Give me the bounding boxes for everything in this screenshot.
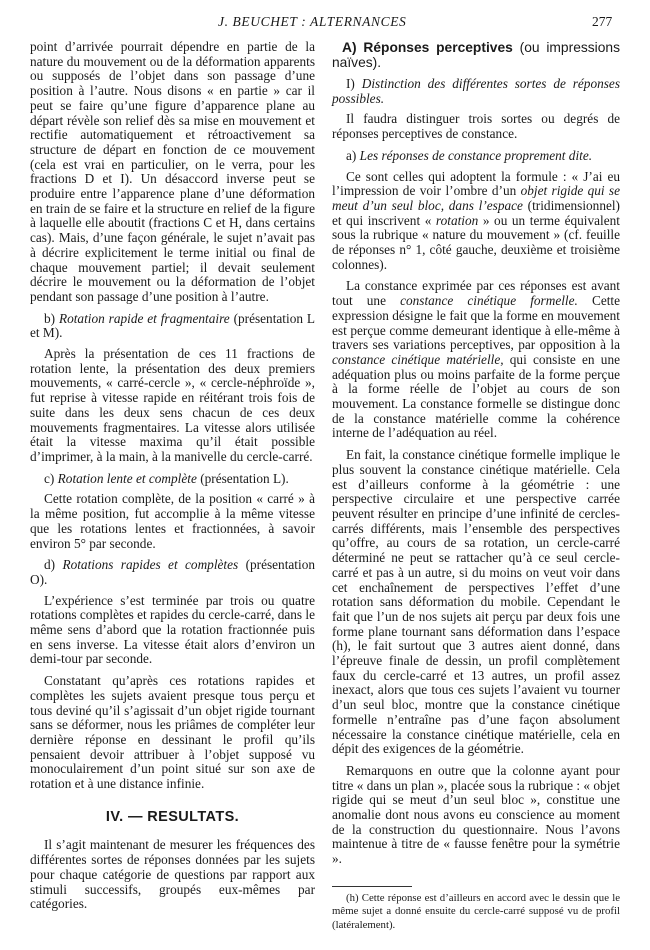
subsection-label: a) [346, 147, 357, 163]
footnote-divider [332, 886, 412, 887]
text-run: Cette expression désigne le fait que la forme en mouvement est perçue comme demeurant identique à elle-même à travers ses variations perceptives, par opposition à la [332, 293, 621, 353]
subsection-title: Distinction des différentes sortes de réponses possibles. [332, 76, 621, 106]
emphasis: constance cinétique formelle. [400, 293, 578, 309]
paragraph: Il s’agit maintenant de mesurer les fréquences des différentes sortes de réponses données par les sujets pour chaque catégorie de questions par rapport aux stimuli successifs, groupés eux-mêmes par catégories. [30, 837, 315, 912]
text-run: (tridimensionnel) et qui inscrivent « [332, 197, 620, 228]
subsection-label: I) [346, 76, 355, 91]
paragraph: Constatant qu’après ces rotations rapides et complètes les sujets avaient presque tous perçu et tous deviné qu’il s’agissait d’un objet rigide tournant sans se déformer, nous les priâmes de compléter leur dernière réponse en dessinant le profil qu’ils pensaient devoir attribuer à l’objet supposé vu monoculairement d’un point situé sur son axe de rotation et à une distance infinie. [30, 673, 315, 792]
heading-note: (ou impressions naïves). [332, 40, 620, 70]
section-heading: IV. — RESULTATS. [105, 808, 240, 825]
subsection-a [332, 149, 620, 164]
footnote: (h) Cette réponse est d’ailleurs en accord avec le dessin que le même sujet a donné ensuite du cercle-carré supposé vu de profil (latéralement). [332, 892, 620, 931]
emphasis: constance cinétique matérielle, [332, 351, 504, 367]
paragraph: Il faudra distinguer trois sortes ou degrés de réponses perceptives de constance. [332, 111, 620, 142]
subsection-title: Les réponses de constance proprement dite. [359, 147, 593, 163]
paragraph: L’expérience s’est terminée par trois ou quatre rotations complètes et rapides du cercle-carré, dans le même sens d’abord que la rotation fractionnée puis en sens inverse. La vitesse était alors d’environ un demi-tour par seconde. [30, 592, 316, 667]
text-run: qui consiste en une adéquation plus ou moins parfaite de la forme perçue à la forme réelle de l’objet au cours de son mouvement. La constance formelle se distingue donc de la constance matérielle comme la cohérence interne de l’adéquation au réel. [332, 351, 620, 441]
left-column [30, 40, 315, 919]
subsection-title: Rotation lente et complète [57, 470, 197, 486]
running-header [0, 14, 650, 34]
subsection-label: d) [44, 557, 56, 573]
page-number: 277 [592, 14, 613, 29]
text-run: » ou un terme équivalent sous la rubrique « nature du mouvement » (cf. feuille de réponses n° 1, côté gauche, deuxième et troisième colonnes). [332, 212, 620, 272]
paragraph: Remarquons en outre que la colonne ayant pour titre « dans un plan », placée sous la rubrique : « objet rigide qui se meut d’un seul bloc », constitue une anomalie dont nous avons eu conscience au moment de la construction du questionnaire. Nous l’avons maintenue à titre de « fausse fenêtre pour la symétrie ». [332, 762, 620, 867]
subsection-c [30, 472, 315, 487]
subsection-i [332, 77, 620, 106]
subsection-title: Rotations rapides et complètes [62, 557, 239, 573]
paragraph: Après la présentation de ces 11 fractions de rotation lente, la présentation des deux premiers mouvements, « carré-cercle », « cercle-néphroïde », fut reprise à vitesse rapide en réitérant trois fois de suite dans les deux sens chacun de ces deux mouvements fragmentaires. La vitesse alors utilisée était la vitesse maxima qu’il était possible d’imprimer, à la main, à la manivelle du cercle-carré. [30, 346, 315, 464]
subsection-note: (présentation L et M). [30, 310, 315, 341]
subsection-label: c) [44, 470, 55, 486]
subsection-heading-a [332, 40, 620, 70]
paragraph: Cette rotation complète, de la position « carré » à la même position, fut accomplie à la même vitesse que les rotations lentes et fractionnées, à savoir environ 5° par seconde. [30, 491, 315, 551]
paragraph: En fait, la constance cinétique formelle implique le plus souvent la constance cinétique matérielle. Cela est d’ailleurs conforme à la géométrie : une perspective circulaire et une perspective carrée peuvent résulter en principe d’une infinité de cercles-carrés différents, mais l’ensemble des perspectives qu’offre, au cours de sa rotation, un cercle-carré déterminé ne peut se rattacher qu’à ce seul cercle-carré et pas à un autre, si du moins on veut voir dans cet enchaînement de perspectives l’effet d’une rotation sans déformation du mobile. Cependant le fait que l’un de nos sujets ait perçu par deux fois une forme plane tournant sans déformation dans l’espace (h), le fait surtout que 3 autres aient donné, dans l’épreuve finale de dessin, un profil complètement faux du cercle-carré et 13 autres, un profil assez inexact, alors que tous ces sujets l’avaient vu tourner d’un seul bloc, montre que la constance cinétique formelle n’entraîne pas d’une façon absolument nécessaire la constance cinétique matérielle, cela en dépit des exigences de la géométrie. [332, 447, 620, 757]
paragraph [332, 170, 620, 273]
text-run: La constance exprimée par ces réponses est avant tout une [332, 278, 620, 309]
subsection-note: (présentation O). [30, 557, 315, 587]
running-title: J. BEUCHET : ALTERNANCES [218, 14, 407, 29]
subsection-d [30, 558, 315, 587]
heading-title: Réponses perceptives [363, 40, 513, 55]
paragraph [332, 279, 620, 441]
paragraph: point d’arrivée pourrait dépendre en partie de la nature du mouvement ou de la déformation apparents ou supposés de l’objet dans son passage d’une position à l’autre. Nous disons « en partie » car il peut se faire qu’une figure d’apparence plane au départ révèle son relief dès sa mise en mouvement et rectifie automatiquement et rétroactivement sa structure de départ en fonction de ce mouvement (cela est vrai en particulier, on le verra, pour les fractions D et I). Un désaccord inverse peut se produire entre l’apparence plane d’une déformation en train de se faire et la structure en relief de la figure à laquelle elle aboutit (fractions C et H, dans certains cas). Mais, d’une façon générale, le sujet n’avait pas à décrire explicitement le terme initial ou final de chaque mouvement partiel; il devait seulement décrire le mouvement ou la déformation de l’objet pendant son passage d’une position à l’autre. [30, 39, 315, 304]
subsection-title: Rotation rapide et fragmentaire [58, 310, 230, 326]
subsection-label: b) [44, 310, 56, 326]
emphasis: objet rigide qui se meut d’un seul bloc, dans l’espace [332, 183, 621, 213]
heading-label: A) [342, 40, 357, 55]
subsection-note: (présentation L). [200, 470, 289, 486]
emphasis: rotation [435, 212, 479, 228]
right-column [332, 40, 620, 874]
subsection-b [30, 312, 315, 341]
text-run: Ce sont celles qui adoptent la formule : « J’ai eu l’impression de voir l’ombre d’un [332, 168, 620, 199]
